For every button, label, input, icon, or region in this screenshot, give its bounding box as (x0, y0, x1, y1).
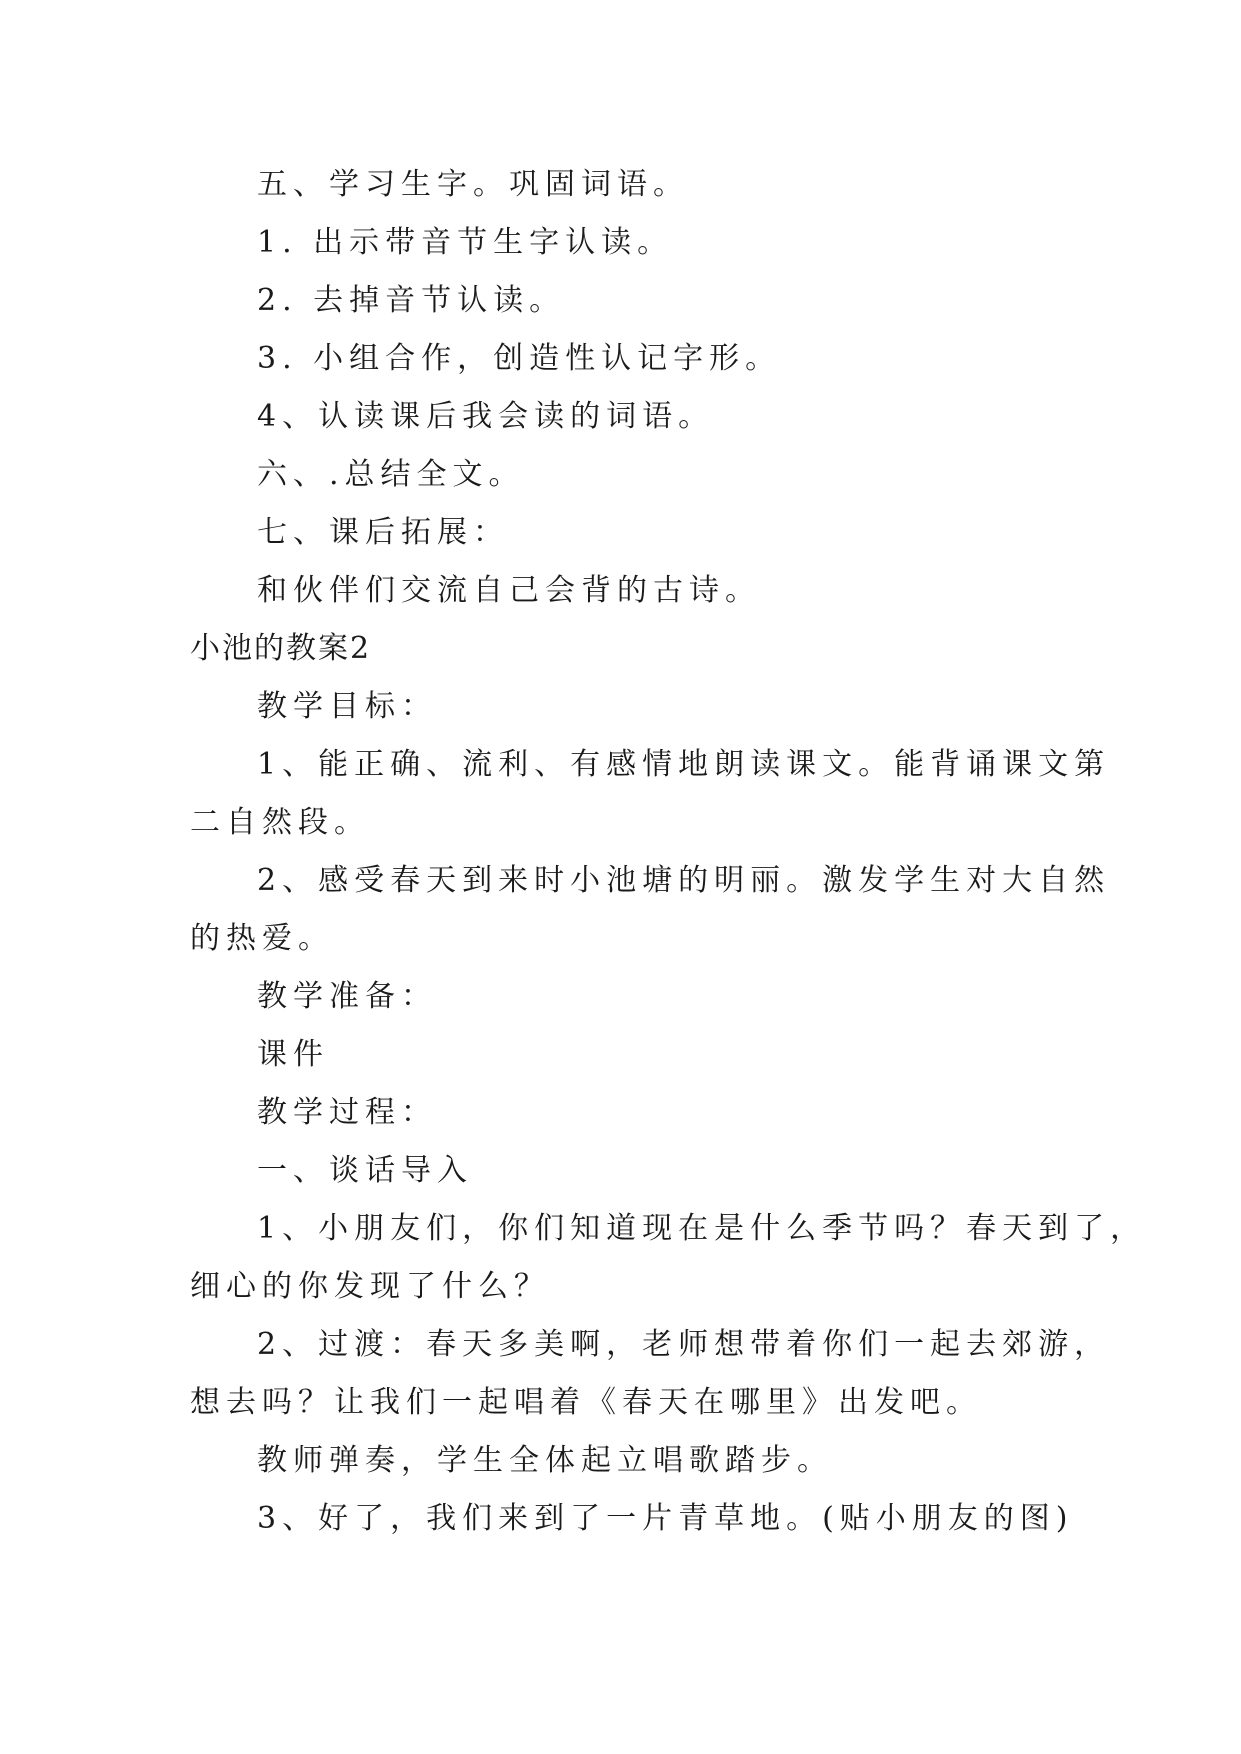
paragraph: 2、过渡：春天多美啊，老师想带着你们一起去郊游， (257, 1327, 1111, 1362)
list-item: 2. 去掉音节认读。 (257, 283, 566, 318)
paragraph: 教师弹奏，学生全体起立唱歌踏步。 (257, 1443, 833, 1478)
list-item: 3. 小组合作，创造性认记字形。 (257, 341, 782, 376)
paragraph: 和伙伴们交流自己会背的古诗。 (257, 573, 761, 608)
paragraph: 2、感受春天到来时小池塘的明丽。激发学生对大自然 (257, 863, 1111, 898)
paragraph: 课件 (257, 1037, 329, 1072)
list-item: 4、认读课后我会读的词语。 (257, 399, 715, 434)
section-heading-1: 一、谈话导入 (257, 1153, 473, 1188)
paragraph: 1、能正确、流利、有感情地朗读课文。能背诵课文第 (257, 747, 1111, 782)
paragraph-continuation: 二自然段。 (190, 805, 370, 840)
section-heading-6: 六、.总结全文。 (257, 457, 525, 492)
section-heading-5: 五、学习生字。巩固词语。 (257, 167, 689, 202)
subheading-process: 教学过程： (257, 1095, 437, 1130)
paragraph: 1、小朋友们，你们知道现在是什么季节吗？春天到了， (257, 1211, 1147, 1246)
subheading-prep: 教学准备： (257, 979, 437, 1014)
section-heading-7: 七、课后拓展： (257, 515, 509, 550)
paragraph-continuation: 的热爱。 (190, 921, 334, 956)
paragraph-continuation: 细心的你发现了什么？ (190, 1269, 550, 1304)
paragraph: 3、好了，我们来到了一片青草地。(贴小朋友的图) (257, 1501, 1074, 1536)
paragraph-continuation: 想去吗？让我们一起唱着《春天在哪里》出发吧。 (190, 1385, 982, 1420)
subheading-goals: 教学目标： (257, 689, 437, 724)
list-item: 1. 出示带音节生字认读。 (257, 225, 674, 260)
document-title: 小池的教案2 (190, 631, 372, 666)
